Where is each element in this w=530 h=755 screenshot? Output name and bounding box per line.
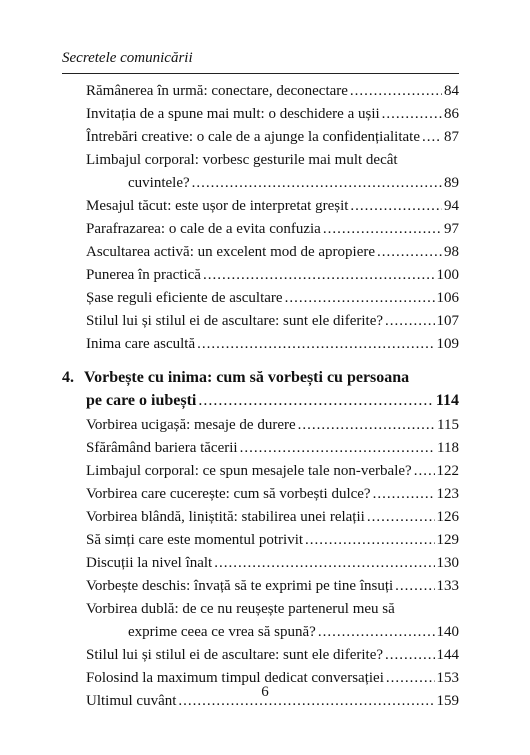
toc-entry [62,552,459,575]
toc-entry-title: Vorbirea care cucerește: cum să vorbești dulce? [86,486,371,502]
toc-entry [62,460,459,483]
toc-entry-title: Inima care ascultă [86,336,196,352]
toc-entry-title: Șase reguli eficiente de ascultare [86,290,283,306]
leader-dots [377,241,442,264]
toc-entry-page: 144 [436,647,459,663]
leader-dots [240,437,435,460]
toc-entry-title: Limbajul corporal: ce spun mesajele tale non-verbale? [86,463,412,479]
leader-dots [350,195,442,218]
toc-entry-page: 86 [444,106,459,122]
leader-dots [198,389,434,412]
toc-entry [62,287,459,310]
toc-entry-page: 106 [436,290,459,306]
toc-entry-title: Stilul lui și stilul ei de ascultare: sunt ele diferite? [86,313,384,329]
toc-entry-title-line1: Vorbirea dublă: de ce nu reușește partenerul meu să [86,601,395,617]
leader-dots [422,126,442,149]
toc-entry-page: 109 [436,336,459,352]
toc-entry [62,264,459,287]
leader-dots [385,310,434,333]
chapter-title-line2: pe care o iubești [86,392,197,409]
toc-entry [62,80,459,103]
toc-entry-title-line2: cuvintele? [128,175,190,191]
toc-entry-title: Rămânerea în urmă: conectare, deconectare [86,83,348,99]
leader-dots [298,414,435,437]
toc-entry-title: Întrebări creative: o cale de a ajunge la confidențialitate [86,129,420,145]
header-rule [62,73,459,74]
chapter-number: 4. [62,369,74,386]
toc-entry-title-line2: exprime ceea ce vrea să spună? [128,624,316,640]
toc-entry-title: Ascultarea activă: un excelent mod de apropiere [86,244,376,260]
toc-entry [62,310,459,333]
toc-entry-title: Stilul lui și stilul ei de ascultare: sunt ele diferite? [86,647,384,663]
toc-entry-page: 84 [444,83,459,99]
toc-entry [62,483,459,506]
toc-entry-title: Folosind la maximum timpul dedicat conversației [86,670,384,686]
chapter-title-line1: Vorbește cu inima: cum să vorbești cu persoana [84,369,410,386]
leader-dots [305,529,434,552]
leader-dots [395,575,434,598]
toc-chapter-4 [62,366,459,412]
leader-dots [203,264,435,287]
toc-entry [62,149,459,195]
toc-entry [62,126,459,149]
leader-dots [382,103,442,126]
toc-entry [62,506,459,529]
toc-entry-title: Ultimul cuvânt [86,693,177,709]
leader-dots [192,172,442,195]
toc-entry-page: 115 [437,417,459,433]
toc-entry-page: 153 [436,670,459,686]
toc-entry-title: Sfărâmând bariera tăcerii [86,440,238,456]
toc-entry-title: Vorbirea blândă, liniștită: stabilirea unei relații [86,509,365,525]
toc-entry-page: 97 [444,221,459,237]
toc-entry-title: Vorbește deschis: învață să te exprimi pe tine însuți [86,578,394,594]
chapter-page: 114 [435,392,459,409]
toc-entry [62,241,459,264]
toc-entry [62,103,459,126]
toc-entry [62,195,459,218]
leader-dots [197,333,434,356]
toc-entry [62,575,459,598]
toc-entry-page: 140 [436,624,459,640]
toc-entry [62,529,459,552]
leader-dots [214,552,434,575]
toc-entry-title: Vorbirea ucigașă: mesaje de durere [86,417,296,433]
leader-dots [350,80,442,103]
toc-entry [62,644,459,667]
toc-entry [62,333,459,356]
toc-entry [62,414,459,437]
toc-entry-page: 159 [436,693,459,709]
toc-entry-page: 130 [436,555,459,571]
toc-entry-page: 129 [436,532,459,548]
leader-dots [373,483,435,506]
toc-entry-page: 123 [436,486,459,502]
toc-entry-page: 118 [437,440,459,456]
toc-entry-title-line1: Limbajul corporal: vorbesc gesturile mai mult decât [86,152,398,168]
leader-dots [318,621,435,644]
leader-dots [323,218,442,241]
leader-dots [414,460,435,483]
toc-entry-page: 126 [436,509,459,525]
toc-entry [62,218,459,241]
leader-dots [385,644,434,667]
toc-entry-title: Parafrazarea: o cale de a evita confuzia [86,221,321,237]
toc-entry-title: Punerea în practică [86,267,201,283]
toc-entry [62,598,459,644]
toc-entry-title: Mesajul tăcut: este ușor de interpretat greșit [86,198,349,214]
toc-entry-page: 107 [436,313,459,329]
toc-entry-title: Să simți care este momentul potrivit [86,532,304,548]
toc-entry [62,437,459,460]
leader-dots [285,287,435,310]
table-of-contents [62,80,459,713]
leader-dots [367,506,435,529]
toc-entry-title: Discuții la nivel înalt [86,555,213,571]
toc-entry-page: 87 [444,129,459,145]
page-number: 6 [261,684,269,700]
toc-entry-page: 89 [444,175,459,191]
toc-entry-page: 122 [436,463,459,479]
running-title: Secretele comunicării [62,50,193,66]
toc-entry-page: 98 [444,244,459,260]
toc-entry-page: 100 [436,267,459,283]
toc-entry-title: Invitația de a spune mai mult: o deschidere a ușii [86,106,380,122]
toc-entry-page: 133 [436,578,459,594]
toc-entry-page: 94 [444,198,459,214]
